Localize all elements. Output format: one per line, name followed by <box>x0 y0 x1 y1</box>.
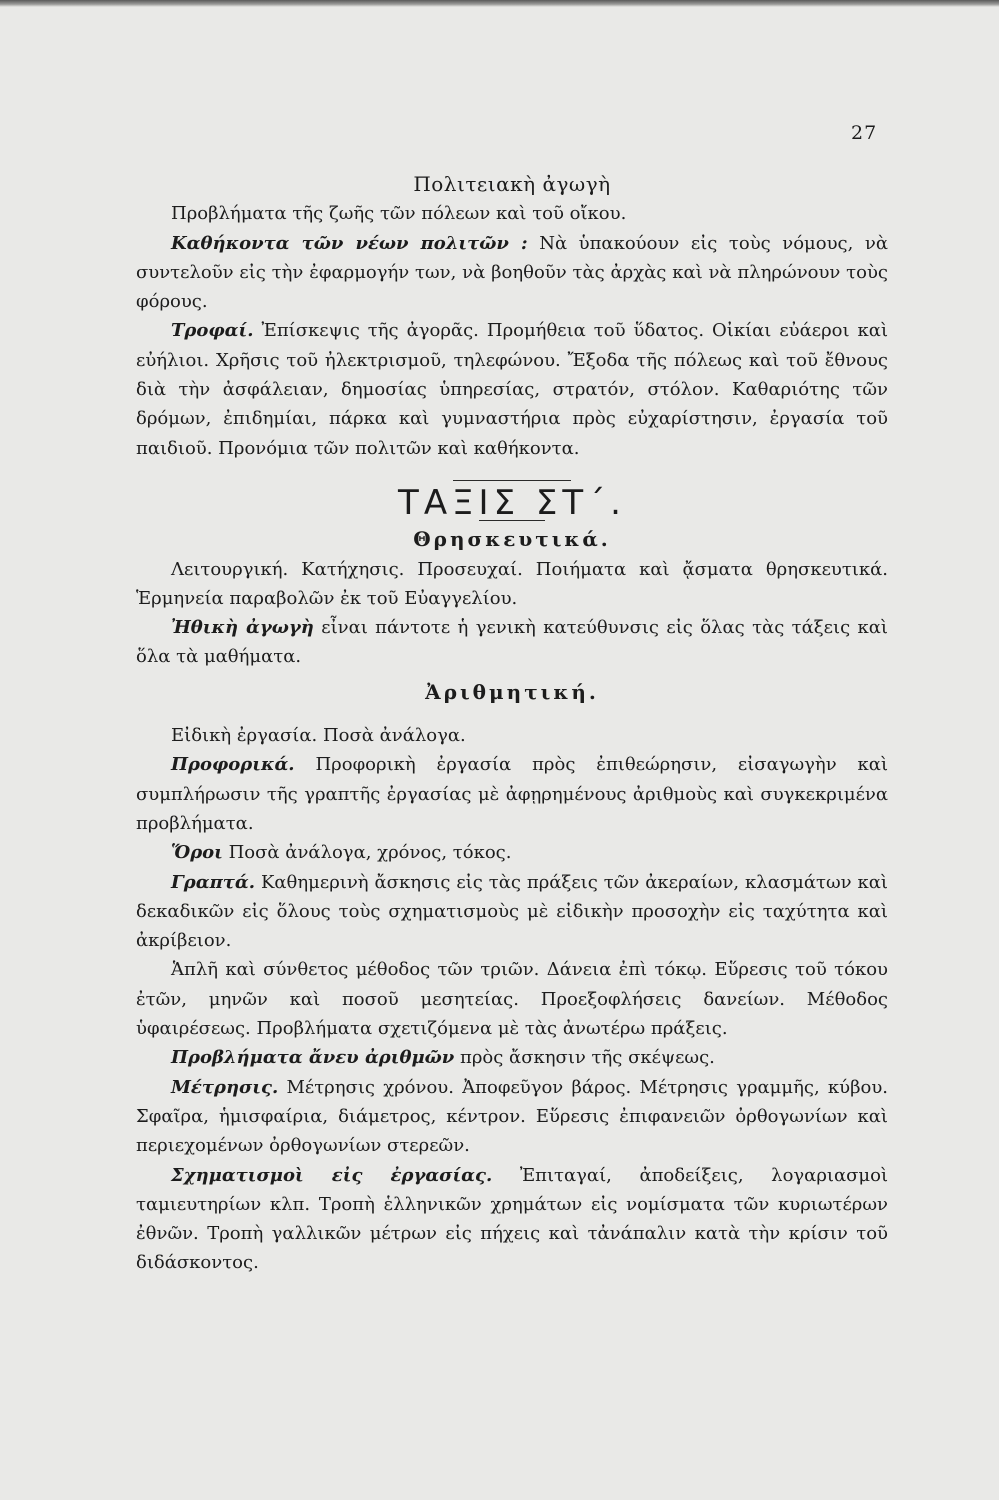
measurement-text: Μέτρησις χρόνου. Ἀποφεῦγον βάρος. Μέτρησις γραμμῆς, κύβου. Σφαῖρα, ἡμισφαίρια, διάμετρος, κέντρον. Εὕρεσις ἐπιφανειῶν ὀρθογωνίων καὶ περιεχομένων ὀρθογωνίων στερεῶν. <box>136 1076 888 1157</box>
formations-text: Ἐπιταγαί, ἀποδείξεις, λογαριασμοὶ ταμιευτηρίων κλπ. Τροπὴ ἑλληνικῶν χρημάτων εἰς νομίσματα τῶν κυριωτέρων ἐθνῶν. Τροπὴ γαλλικῶν μέτρων εἰς πήχεις καὶ τἀνάπαλιν κατὰ τὴν κρίσιν τοῦ διδάσκοντος. <box>136 1164 888 1274</box>
oral-text: Προφορικὴ ἐργασία πρὸς ἐπιθεώρησιν, εἰσαγωγὴν καὶ συμπλήρωσιν τῆς γραπτῆς ἐργασίας μὲ ἀφῃρημένους ἀριθμοὺς καὶ συγκεκριμένα προβλήματα. <box>136 754 888 834</box>
methods-paragraph: Ἁπλῆ καὶ σύνθετος μέθοδος τῶν τριῶν. Δάνεια ἐπὶ τόκῳ. Εὕρεσις τοῦ τόκου ἐτῶν, μηνῶν καὶ ποσοῦ μεσητείας. Προεξοφλήσεις δανείων. Μέθοδος ὑφαιρέσεως. Προβλήματα σχετιζόμενα μὲ τὰς ἀνωτέρω πράξεις. <box>136 959 888 1040</box>
religious-heading: Θρησκευτικά. <box>413 527 611 552</box>
terms-term: Ὅροι <box>171 842 223 864</box>
class-title: ΤΑΞΙΣ ΣΤ΄. <box>398 482 626 523</box>
ethics-paragraph <box>136 613 888 672</box>
written-term: Γραπτά. <box>171 871 256 893</box>
duties-text: Νὰ ὑπακούουν εἰς τοὺς νόμους, νὰ συντελοῦν εἰς τὴν ἐφαρμογήν των, νὰ βοηθοῦν τὰς ἀρχὰς καὶ νὰ πληρώνουν τοὺς φόρους. <box>136 232 888 313</box>
written-text: Καθημερινὴ ἄσκησις εἰς τὰς πράξεις τῶν ἀκεραίων, κλασμάτων καὶ δεκαδικῶν εἰς ὅλους τοὺς σχηματισμοὺς μὲ εἰδικὴν προσοχὴν εἰς ταχύτητα καὶ ἀκρίβειον. <box>136 871 888 952</box>
terms-text: Ποσὰ ἀνάλογα, χρόνος, τόκος. <box>222 842 512 864</box>
section-divider-top <box>453 480 571 481</box>
no-numbers-term: Προβλήματα ἄνευ ἀριθμῶν <box>171 1047 455 1069</box>
scan-top-edge <box>0 0 999 7</box>
no-numbers-text: πρὸς ἄσκησιν τῆς σκέψεως. <box>454 1047 715 1069</box>
food-text: Ἐπίσκεψις τῆς ἀγορᾶς. Προμήθεια τοῦ ὕδατος. Οἰκίαι εὐάεροι καὶ εὐήλιοι. Χρῆσις τοῦ ἠλεκτρισμοῦ, τηλεφώνου. Ἔξοδα τῆς πόλεως καὶ τοῦ ἔθνους διὰ τὴν ἀσφάλειαν, δημοσίας ὑπηρεσίας, στρατόν, στόλον. Καθαριότης τῶν δρόμων, ἐπιδημίαι, πάρκα καὶ γυμναστήρια πρὸς εὐχαρίστησιν, ἐργασία τοῦ παιδιοῦ. Προνόμια τῶν πολιτῶν καὶ καθήκοντα. <box>136 320 888 459</box>
food-term: Τροφαί. <box>171 320 254 342</box>
arithmetic-heading: Ἀριθμητική. <box>425 679 599 704</box>
terms-paragraph <box>136 838 888 867</box>
civic-education-heading: Πολιτειακὴ ἀγωγὴ <box>413 172 611 196</box>
written-paragraph <box>136 868 888 956</box>
civic-duties-paragraph <box>136 229 888 317</box>
formations-paragraph <box>136 1161 888 1278</box>
formations-term: Σχηματισμοὶ εἰς ἐργασίας. <box>171 1164 493 1186</box>
civic-food-paragraph <box>136 316 888 462</box>
measurement-paragraph <box>136 1073 888 1161</box>
duties-term: Καθήκοντα τῶν νέων πολιτῶν : <box>171 232 528 254</box>
oral-paragraph <box>136 750 888 838</box>
measurement-term: Μέτρησις. <box>171 1076 279 1098</box>
page-number: 27 <box>851 122 878 144</box>
civic-intro-paragraph: Προβλήματα τῆς ζωῆς τῶν πόλεων καὶ τοῦ οἴκου. <box>171 203 627 225</box>
ethics-text: εἶναι πάντοτε ἡ γενικὴ κατεύθυνσις εἰς ὅλας τὰς τάξεις καὶ ὅλα τὰ μαθήματα. <box>136 617 888 668</box>
page-body <box>136 170 888 1278</box>
arithmetic-intro-paragraph: Εἰδικὴ ἐργασία. Ποσὰ ἀνάλογα. <box>171 725 466 747</box>
no-numbers-paragraph <box>136 1043 888 1072</box>
ethics-term: Ἠθικὴ ἀγωγὴ <box>171 617 314 639</box>
oral-term: Προφορικά. <box>171 754 295 776</box>
religious-paragraph: Λειτουργική. Κατήχησις. Προσευχαί. Ποιήματα καὶ ᾄσματα θρησκευτικά. Ἑρμηνεία παραβολῶν ἐκ τοῦ Εὐαγγελίου. <box>136 558 888 609</box>
